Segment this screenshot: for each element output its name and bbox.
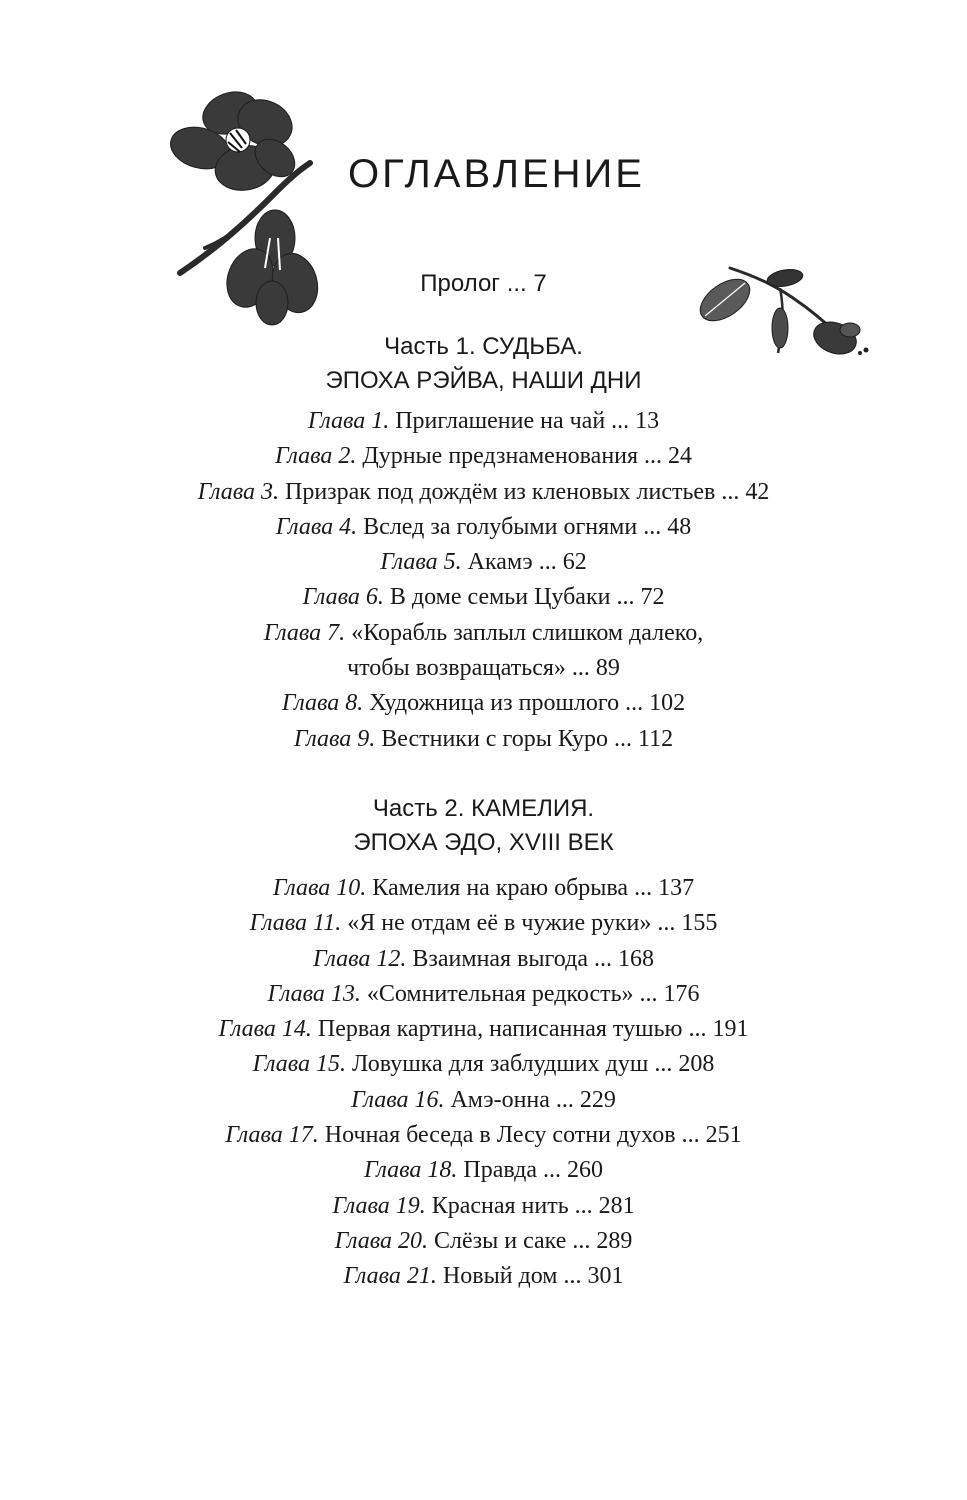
part-1-heading xyxy=(0,330,967,398)
toc-chapter-entry xyxy=(0,977,967,1012)
chapter-label: Глава 12. xyxy=(313,945,407,972)
toc-chapter-entry xyxy=(0,871,967,906)
part-2-chapter-list xyxy=(0,871,967,1295)
chapter-label: Глава 7. xyxy=(263,619,346,646)
chapter-title: Слёзы и саке ... 289 xyxy=(433,1227,633,1254)
chapter-title: Акамэ ... 62 xyxy=(467,549,587,576)
toc-chapter-entry xyxy=(0,580,967,615)
chapter-label: Глава 6. xyxy=(302,584,384,611)
toc-chapter-entry xyxy=(0,1189,967,1224)
chapter-label: Глава 21. xyxy=(343,1263,437,1290)
chapter-title: Ловушка для заблудших душ ... 208 xyxy=(352,1051,715,1078)
toc-chapter-entry xyxy=(0,1047,967,1082)
toc-chapter-entry xyxy=(0,722,967,757)
toc-chapter-entry xyxy=(0,404,967,439)
toc-chapter-entry xyxy=(0,942,967,977)
chapter-title-continued: чтобы возвращаться» ... 89 xyxy=(347,655,620,682)
toc-chapter-entry xyxy=(0,1118,967,1153)
toc-chapter-entry xyxy=(0,1012,967,1047)
chapter-title: «Корабль заплыл слишком далеко, xyxy=(351,619,704,646)
chapter-title: Правда ... 260 xyxy=(463,1157,603,1184)
toc-chapter-entry xyxy=(0,439,967,474)
chapter-title: Взаимная выгода ... 168 xyxy=(412,945,654,972)
chapter-label: Глава 18. xyxy=(364,1157,458,1184)
chapter-title: «Я не отдам её в чужие руки» ... 155 xyxy=(347,910,718,937)
chapter-title: Художница из прошлого ... 102 xyxy=(369,690,686,717)
toc-chapter-entry xyxy=(0,686,967,721)
chapter-label: Глава 17. xyxy=(225,1122,319,1149)
toc-chapter-entry xyxy=(0,1153,967,1188)
chapter-label: Глава 5. xyxy=(380,549,462,576)
chapter-label: Глава 8. xyxy=(281,690,364,717)
chapter-title: Первая картина, написанная тушью ... 191 xyxy=(317,1016,749,1043)
part-1-title: Часть 1. СУДЬБА. xyxy=(384,333,583,360)
chapter-label: Глава 14. xyxy=(218,1016,312,1043)
toc-chapter-entry xyxy=(0,545,967,580)
chapter-title: «Сомнительная редкость» ... 176 xyxy=(366,980,700,1007)
toc-chapter-entry xyxy=(0,616,967,687)
chapter-label: Глава 2. xyxy=(274,443,357,470)
chapter-title: Ночная беседа в Лесу сотни духов ... 251 xyxy=(324,1122,742,1149)
page-title: ОГЛАВЛЕНИЕ xyxy=(348,152,645,196)
chapter-title: Дурные предзнаменования ... 24 xyxy=(362,443,693,470)
part-1-era: ЭПОХА РЭЙВА, НАШИ ДНИ xyxy=(325,367,642,394)
chapter-label: Глава 16. xyxy=(351,1086,445,1113)
toc-chapter-entry xyxy=(0,1224,967,1259)
chapter-label: Глава 1. xyxy=(307,408,390,434)
chapter-label: Глава 10. xyxy=(272,875,367,901)
chapter-title: Амэ-онна ... 229 xyxy=(450,1086,616,1113)
toc-prologue-entry: Пролог ... 7 xyxy=(420,270,547,297)
chapter-label: Глава 19. xyxy=(332,1192,426,1219)
toc-chapter-entry xyxy=(0,1083,967,1118)
part-2-heading xyxy=(0,792,967,860)
part-1-chapter-list xyxy=(0,404,967,757)
chapter-label: Глава 9. xyxy=(293,725,376,752)
toc-chapter-entry xyxy=(0,906,967,941)
part-2-era: ЭПОХА ЭДО, XVIII ВЕК xyxy=(353,829,614,856)
chapter-label: Глава 13. xyxy=(267,980,361,1007)
chapter-title: В доме семьи Цубаки ... 72 xyxy=(389,584,665,611)
toc-chapter-entry xyxy=(0,475,967,510)
chapter-label: Глава 20. xyxy=(334,1227,428,1254)
chapter-label: Глава 4. xyxy=(275,513,358,540)
chapter-label: Глава 11. xyxy=(249,910,342,937)
chapter-title: Новый дом ... 301 xyxy=(442,1263,624,1290)
chapter-label: Глава 3. xyxy=(197,478,279,505)
part-2-title: Часть 2. КАМЕЛИЯ. xyxy=(372,795,595,822)
chapter-title: Красная нить ... 281 xyxy=(431,1192,635,1219)
chapter-title: Камелия на краю обрыва ... 137 xyxy=(372,875,695,901)
toc-chapter-entry xyxy=(0,1259,967,1294)
chapter-title: Приглашение на чай ... 13 xyxy=(395,408,660,434)
toc-chapter-entry xyxy=(0,510,967,545)
chapter-title: Вслед за голубыми огнями ... 48 xyxy=(363,513,692,540)
chapter-title: Вестники с горы Куро ... 112 xyxy=(381,725,674,752)
chapter-label: Глава 15. xyxy=(252,1051,347,1078)
chapter-title: Призрак под дождём из кленовых листьев ... 42 xyxy=(285,478,770,505)
